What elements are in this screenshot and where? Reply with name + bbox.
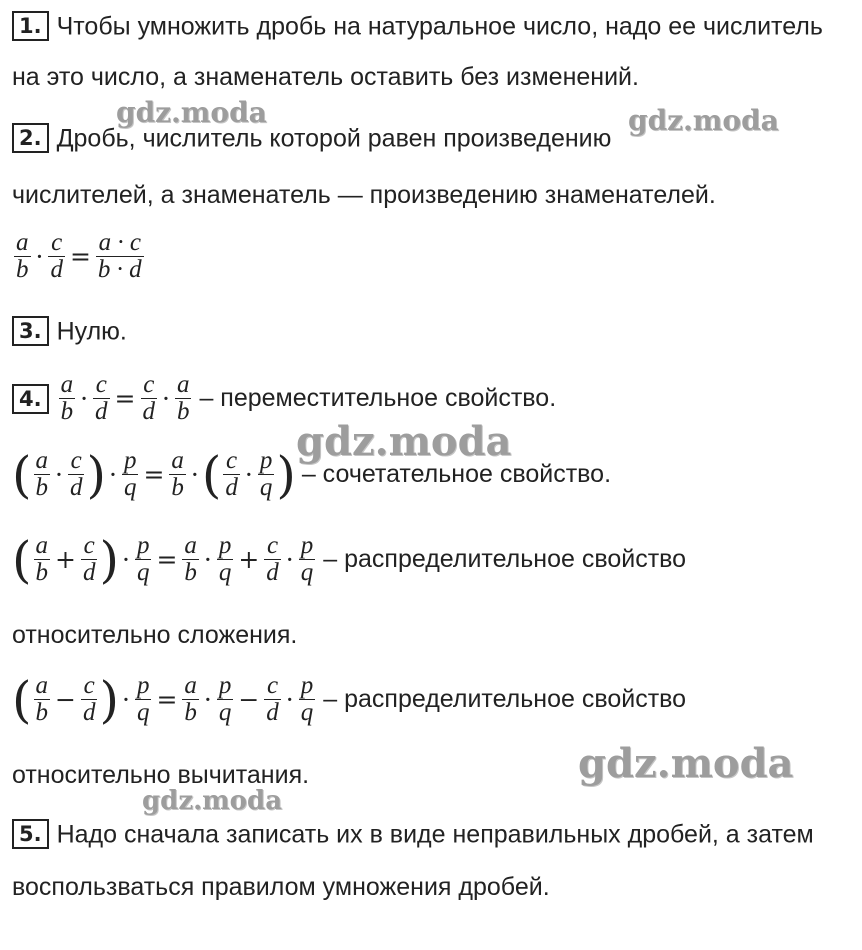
answer-5-line-1: [12, 818, 814, 849]
answer-5-text: Надо сначала записать их в виде неправильных дробей, а затем: [56, 820, 814, 849]
fraction: $\frac{a}{b}$: [16, 229, 29, 283]
watermark: gdz.moda: [116, 96, 267, 129]
answer-number-1: 1.: [12, 11, 49, 41]
watermark: gdz.moda: [142, 786, 283, 816]
answer-1-text: Чтобы умножить дробь на натуральное число, надо ее числитель: [56, 12, 823, 41]
answer-number-4: 4.: [12, 384, 49, 414]
distributive-addition-label: – распределительное свойство: [323, 545, 687, 573]
answer-5-line-2: воспользваться правилом умножения дробей.: [12, 873, 550, 901]
distributive-subtraction-line-2: относительно вычитания.: [12, 761, 310, 789]
answer-2-text: Дробь, числитель которой равен произведению: [56, 124, 612, 153]
answer-1-line-1: [12, 10, 823, 41]
answer-3-line: [12, 315, 127, 346]
distributive-addition-line-2: относительно сложения.: [12, 621, 298, 649]
fraction: $\frac{a \cdot c}{b \cdot d}$: [97, 229, 142, 283]
watermark: gdz.moda: [628, 104, 779, 137]
commutative-label: – переместительное свойство.: [199, 384, 557, 412]
distributive-subtraction-label: – распределительное свойство: [323, 685, 687, 713]
watermark: gdz.moda: [296, 418, 512, 465]
answer-3-text: Нулю.: [56, 317, 127, 346]
watermark: gdz.moda: [578, 740, 794, 787]
answer-number-5: 5.: [12, 819, 49, 849]
formula-product: $\frac{a}{b}$ · $\frac{c}{d}$ = $\frac{a \cdot c}{b \cdot d}$: [16, 229, 142, 283]
formula-commutative: 4. $\frac{a}{b}$ · $\frac{c}{d}$ = $\frac{c}{d}$ · $\frac{a}{b}$ – переместительное свойство.: [12, 372, 556, 425]
answer-1-line-2: на это число, а знаменатель оставить без изменений.: [12, 63, 639, 91]
associative-label: – сочетательное свойство.: [301, 460, 612, 488]
formula-associative: ( $\frac{a}{b}$ · $\frac{c}{d}$ ) · $\frac{p}{q}$ = $\frac{a}{b}$ · ( $\frac{c}{d}$ · $\frac{p}{q}$ ) – сочетательное свойство.: [12, 445, 612, 504]
formula-distributive-subtraction: ( $\frac{a}{b}$ − $\frac{c}{d}$ ) · $\frac{p}{q}$ = $\frac{a}{b}$ · $\frac{p}{q}$ − $\frac{c}{d}$ · $\frac{p}{q}$ – распределительное свойство: [12, 670, 687, 729]
answer-number-3: 3.: [12, 316, 49, 346]
fraction: $\frac{c}{d}$: [50, 229, 63, 283]
formula-distributive-addition: ( $\frac{a}{b}$ + $\frac{c}{d}$ ) · $\frac{p}{q}$ = $\frac{a}{b}$ · $\frac{p}{q}$ + $\frac{c}{d}$ · $\frac{p}{q}$ – распределительное свойство: [12, 530, 687, 589]
answer-2-line-2: числителей, а знаменатель — произведению знаменателей.: [12, 181, 716, 209]
answer-number-2: 2.: [12, 123, 49, 153]
answer-2-line-1: [12, 122, 611, 153]
